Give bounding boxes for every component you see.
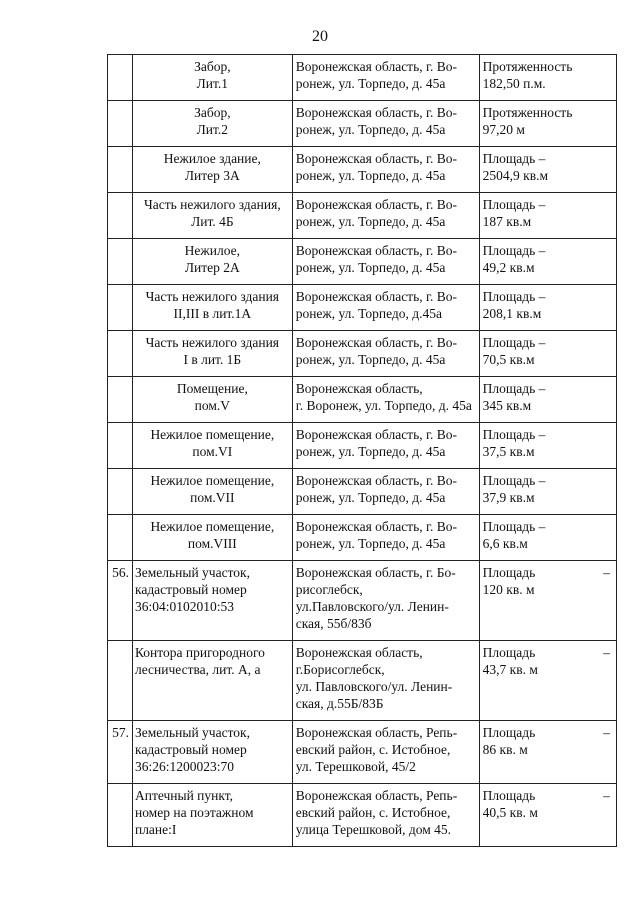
- address-cell: [292, 377, 479, 423]
- address-cell: [292, 561, 479, 641]
- size-line: 2504,9 кв.м: [482, 168, 548, 183]
- address-line: Воронежская область, г. Во-: [295, 335, 458, 350]
- object-name-line: Нежилое здание,: [163, 151, 261, 166]
- object-name-cell: [132, 641, 292, 721]
- object-name-line: Помещение,: [176, 381, 248, 396]
- table-row: [108, 423, 617, 469]
- size-line: Площадь –: [482, 473, 546, 488]
- address-line: Воронежская область, г. Во-: [295, 427, 458, 442]
- size-line: Площадь –: [482, 197, 546, 212]
- object-name-line: кадастровый номер: [134, 742, 247, 757]
- size-line: 97,20 м: [482, 122, 525, 137]
- object-name-line: кадастровый номер: [134, 582, 247, 597]
- size-line: Площадь –: [482, 335, 546, 350]
- address-line: рисоглебск,: [295, 582, 363, 597]
- row-number-cell: [108, 147, 133, 193]
- address-cell: [292, 285, 479, 331]
- object-name-line: Земельный участок,: [134, 565, 250, 580]
- object-name-line: Часть нежилого здания: [145, 289, 280, 304]
- object-name-cell: [132, 784, 292, 847]
- size-cell: [479, 784, 616, 847]
- size-line: 120 кв. м: [482, 582, 535, 597]
- object-name-line: пом.VI: [192, 444, 233, 459]
- row-number-cell: 56.: [108, 561, 133, 641]
- object-name-cell: [132, 423, 292, 469]
- object-name-line: пом.V: [194, 398, 231, 413]
- address-line: г.Борисоглебск,: [295, 662, 385, 677]
- size-line: Площадь –: [482, 427, 546, 442]
- size-line: Площадь –: [482, 519, 546, 534]
- object-name-line: номер на поэтажном: [134, 805, 254, 820]
- table-body: [108, 55, 617, 847]
- address-line: Воронежская область, г. Во-: [295, 289, 458, 304]
- address-cell: [292, 101, 479, 147]
- address-line: ронеж, ул. Торпедо, д.45а: [295, 306, 443, 321]
- address-line: Воронежская область, г. Во-: [295, 519, 458, 534]
- object-name-line: Аптечный пункт,: [134, 788, 234, 803]
- address-cell: [292, 331, 479, 377]
- object-name-line: Нежилое помещение,: [150, 519, 275, 534]
- object-name-line: 36:26:1200023:70: [134, 759, 234, 774]
- address-line: Воронежская область, г. Во-: [295, 473, 458, 488]
- dash-mark: –: [603, 565, 610, 580]
- size-cell: [479, 721, 616, 784]
- address-line: Воронежская область, г. Бо-: [295, 565, 456, 580]
- size-cell: [479, 423, 616, 469]
- address-line: Воронежская область,: [295, 381, 423, 396]
- address-line: ронеж, ул. Торпедо, д. 45а: [295, 352, 446, 367]
- address-cell: [292, 641, 479, 721]
- object-name-cell: [132, 331, 292, 377]
- size-line: 345 кв.м: [482, 398, 532, 413]
- object-name-line: Нежилое,: [184, 243, 240, 258]
- address-cell: [292, 721, 479, 784]
- address-line: Воронежская область,: [295, 645, 423, 660]
- object-name-line: Литер 3А: [184, 168, 240, 183]
- object-name-line: Земельный участок,: [134, 725, 250, 740]
- address-line: ронеж, ул. Торпедо, д. 45а: [295, 260, 446, 275]
- row-number-cell: [108, 101, 133, 147]
- address-line: Воронежская область, Репь-: [295, 788, 458, 803]
- address-cell: [292, 784, 479, 847]
- row-number-cell: [108, 285, 133, 331]
- page-number: 20: [312, 28, 328, 45]
- address-line: ронеж, ул. Торпедо, д. 45а: [295, 490, 446, 505]
- table-row: [108, 285, 617, 331]
- table-row: [108, 147, 617, 193]
- table-row: [108, 721, 617, 784]
- row-number-cell: 57.: [108, 721, 133, 784]
- size-line: 187 кв.м: [482, 214, 532, 229]
- table-row: [108, 641, 617, 721]
- address-cell: [292, 423, 479, 469]
- address-cell: [292, 515, 479, 561]
- address-cell: [292, 239, 479, 285]
- size-cell: [479, 55, 616, 101]
- object-name-cell: [132, 561, 292, 641]
- size-line: 37,9 кв.м: [482, 490, 535, 505]
- size-cell: [479, 193, 616, 239]
- size-line: Площадь –: [482, 381, 546, 396]
- size-line: 49,2 кв.м: [482, 260, 535, 275]
- size-cell: [479, 331, 616, 377]
- row-number-cell: [108, 239, 133, 285]
- object-name-line: Лит.2: [196, 122, 229, 137]
- address-line: ул.Павловского/ул. Ленин-: [295, 599, 449, 614]
- size-cell: [479, 147, 616, 193]
- address-line: ронеж, ул. Торпедо, д. 45а: [295, 536, 446, 551]
- object-name-line: пом.VIII: [187, 536, 237, 551]
- size-line: Площадь: [482, 725, 536, 740]
- dash-mark: –: [603, 725, 610, 740]
- size-line: 6,6 кв.м: [482, 536, 528, 551]
- dash-mark: –: [603, 788, 610, 803]
- table-row: [108, 101, 617, 147]
- address-line: ская, 55б/83б: [295, 616, 372, 631]
- size-cell: [479, 561, 616, 641]
- address-line: евский район, с. Истобное,: [295, 805, 451, 820]
- object-name-line: II,III в лит.1А: [173, 306, 252, 321]
- object-name-cell: [132, 55, 292, 101]
- size-cell: [479, 377, 616, 423]
- row-number-cell: [108, 515, 133, 561]
- size-line: 70,5 кв.м: [482, 352, 535, 367]
- table-row: [108, 377, 617, 423]
- address-line: Воронежская область, г. Во-: [295, 243, 458, 258]
- size-cell: [479, 641, 616, 721]
- object-name-cell: [132, 101, 292, 147]
- object-name-line: Контора пригородного: [134, 645, 265, 660]
- address-line: ронеж, ул. Торпедо, д. 45а: [295, 214, 446, 229]
- object-name-line: Лит.1: [196, 76, 229, 91]
- object-name-line: пом.VII: [190, 490, 235, 505]
- size-line: Площадь –: [482, 243, 546, 258]
- address-cell: [292, 193, 479, 239]
- size-cell: [479, 285, 616, 331]
- dash-mark: –: [603, 645, 610, 660]
- address-cell: [292, 469, 479, 515]
- table-row: [108, 331, 617, 377]
- address-line: ул. Павловского/ул. Ленин-: [295, 679, 453, 694]
- address-line: ронеж, ул. Торпедо, д. 45а: [295, 122, 446, 137]
- address-line: ронеж, ул. Торпедо, д. 45а: [295, 444, 446, 459]
- address-cell: [292, 55, 479, 101]
- object-name-line: Нежилое помещение,: [150, 473, 275, 488]
- object-name-line: Забор,: [194, 105, 231, 120]
- table-row: [108, 239, 617, 285]
- row-number-cell: [108, 469, 133, 515]
- size-line: Площадь: [482, 565, 536, 580]
- object-name-cell: [132, 515, 292, 561]
- size-cell: [479, 469, 616, 515]
- object-name-cell: [132, 377, 292, 423]
- address-line: Воронежская область, г. Во-: [295, 197, 458, 212]
- address-line: Воронежская область, Репь-: [295, 725, 458, 740]
- object-name-cell: [132, 239, 292, 285]
- address-line: ронеж, ул. Торпедо, д. 45а: [295, 168, 446, 183]
- size-line: Площадь: [482, 788, 536, 803]
- size-line: 37,5 кв.м: [482, 444, 535, 459]
- address-cell: [292, 147, 479, 193]
- object-name-line: Часть нежилого здания,: [143, 197, 281, 212]
- object-name-cell: [132, 193, 292, 239]
- object-name-line: Нежилое помещение,: [150, 427, 275, 442]
- size-line: Площадь –: [482, 151, 546, 166]
- table-row: [108, 55, 617, 101]
- object-name-cell: [132, 469, 292, 515]
- row-number-cell: [108, 423, 133, 469]
- size-cell: [479, 515, 616, 561]
- object-name-line: плане:I: [134, 822, 177, 837]
- address-line: улица Терешковой, дом 45.: [295, 822, 452, 837]
- table-row: [108, 784, 617, 847]
- size-cell: [479, 239, 616, 285]
- address-line: Воронежская область, г. Во-: [295, 59, 458, 74]
- object-name-line: Литер 2А: [184, 260, 240, 275]
- table-row: [108, 193, 617, 239]
- address-line: ул. Терешковой, 45/2: [295, 759, 416, 774]
- object-name-line: I в лит. 1Б: [183, 352, 242, 367]
- object-name-line: Лит. 4Б: [191, 214, 234, 229]
- size-line: Протяженность: [482, 59, 573, 74]
- size-line: 208,1 кв.м: [482, 306, 542, 321]
- object-name-line: лесничества, лит. А, а: [134, 662, 261, 677]
- size-cell: [479, 101, 616, 147]
- size-line: Протяженность: [482, 105, 573, 120]
- object-name-line: Часть нежилого здания: [145, 335, 280, 350]
- size-line: 86 кв. м: [482, 742, 528, 757]
- object-name-cell: [132, 721, 292, 784]
- address-line: Воронежская область, г. Во-: [295, 151, 458, 166]
- object-name-cell: [132, 285, 292, 331]
- address-line: ская, д.55Б/83Б: [295, 696, 384, 711]
- size-line: 40,5 кв. м: [482, 805, 538, 820]
- row-number-cell: [108, 377, 133, 423]
- object-name-line: Забор,: [194, 59, 231, 74]
- size-line: Площадь –: [482, 289, 546, 304]
- size-line: 43,7 кв. м: [482, 662, 538, 677]
- address-line: Воронежская область, г. Во-: [295, 105, 458, 120]
- address-line: евский район, с. Истобное,: [295, 742, 451, 757]
- size-line: Площадь: [482, 645, 536, 660]
- row-number-cell: [108, 641, 133, 721]
- object-name-line: 36:04:0102010:53: [134, 599, 234, 614]
- table-row: [108, 469, 617, 515]
- address-line: г. Воронеж, ул. Торпедо, д. 45а: [295, 398, 472, 413]
- table-row: [108, 515, 617, 561]
- object-name-cell: [132, 147, 292, 193]
- address-line: ронеж, ул. Торпедо, д. 45а: [295, 76, 446, 91]
- row-number-cell: [108, 784, 133, 847]
- row-number-cell: [108, 55, 133, 101]
- property-table: [107, 54, 617, 847]
- row-number-cell: [108, 331, 133, 377]
- row-number-cell: [108, 193, 133, 239]
- size-line: 182,50 п.м.: [482, 76, 546, 91]
- table-row: [108, 561, 617, 641]
